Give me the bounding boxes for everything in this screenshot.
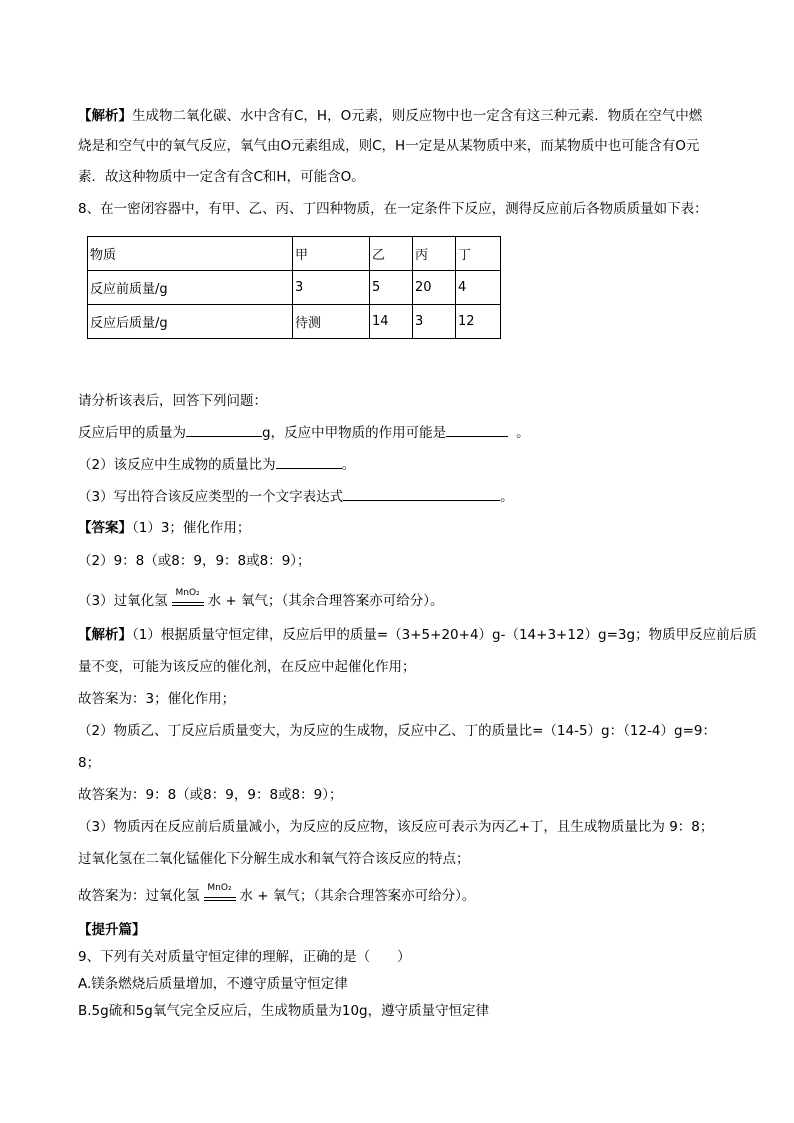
analysis-paragraph-line1 <box>78 104 702 124</box>
table-cell: 反应后质量/g <box>88 305 293 339</box>
table-cell: 14 <box>370 305 413 339</box>
sub1-text-c: 。 <box>516 425 530 441</box>
table-cell: 物质 <box>88 237 293 271</box>
analysis2-text: （1）根据质量守恒定律，反应后甲的质量=（3+5+20+4）g-（14+3+12）g=3g；物质甲反应前后质 <box>132 627 757 643</box>
analysis2-line9-text-b: 水 + 氧气；（其余合理答案亦可给分）。 <box>239 888 476 904</box>
table-cell: 乙 <box>370 237 413 271</box>
question-prompt: 请分析该表后，回答下列问题： <box>78 393 267 409</box>
catalyst-arrow <box>204 883 236 904</box>
analysis-paragraph-line3: 素．故这种物质中一定含有含C和H，可能含O。 <box>78 169 365 185</box>
sub3-text-b: 。 <box>500 489 514 505</box>
analysis2-line7: （3）物质丙在反应前后质量减小，为反应的反应物，该反应可表示为丙乙+丁，且生成物质量比为 9：8； <box>78 819 714 835</box>
question-9-stem: 9、下列有关对质量守恒定律的理解，正确的是（ ） <box>78 949 411 965</box>
table-cell: 待测 <box>293 305 370 339</box>
table-cell: 5 <box>370 271 413 305</box>
analysis-tag: 【解析】 <box>78 627 132 643</box>
answer-blank <box>276 454 342 469</box>
sub-question-3 <box>78 485 514 505</box>
answer-tag: 【答案】 <box>78 520 132 536</box>
sub2-text-b: 。 <box>341 457 356 473</box>
table-header-row <box>88 237 501 271</box>
analysis-tag: 【解析】 <box>78 108 132 124</box>
sub1-text-a: 反应后甲的质量为 <box>78 425 186 441</box>
sub-question-2 <box>78 453 355 473</box>
analysis2-line5: 8； <box>78 755 101 771</box>
table-row <box>88 305 501 339</box>
analysis-paragraph-line2: 烧是和空气中的氧气反应，氧气由O元素组成，则C，H一定是从某物质中来，而某物质中也可能含有O元 <box>78 138 700 154</box>
analysis2-line9-text-a: 故答案为：过氧化氢 <box>78 888 200 904</box>
answer-text: （1）3；催化作用； <box>132 520 251 536</box>
table-cell: 3 <box>293 271 370 305</box>
table-cell: 4 <box>456 271 501 305</box>
answer-blank <box>343 486 500 501</box>
analysis2-line9 <box>78 884 475 904</box>
analysis2-line8: 过氧化氢在二氧化锰催化下分解生成水和氧气符合该反应的特点； <box>78 851 470 867</box>
table-cell: 甲 <box>293 237 370 271</box>
analysis2-line4: （2）物质乙、丁反应后质量变大，为反应的生成物，反应中乙、丁的质量比=（14-5）g：（12-4）g=9： <box>78 723 716 739</box>
answer-blank <box>446 422 508 437</box>
option-b: B.5g硫和5g氧气完全反应后，生成物质量为10g，遵守质量守恒定律 <box>78 1003 490 1019</box>
mass-table <box>87 236 501 339</box>
answer-line-1 <box>78 516 250 536</box>
answer-line-3 <box>78 589 444 609</box>
sub3-text-a: （3）写出符合该反应类型的一个文字表达式 <box>78 489 344 505</box>
answer-3-text-b: 水 + 氧气；（其余合理答案亦可给分）。 <box>207 593 444 609</box>
table-cell: 反应前质量/g <box>88 271 293 305</box>
answer-line-2: （2）9：8（或8：9，9：8或8：9）； <box>78 553 311 569</box>
analysis2-line2: 量不变，可能为该反应的催化剂，在反应中起催化作用； <box>78 659 416 675</box>
sub-question-1 <box>78 421 530 441</box>
analysis2-line3: 故答案为：3；催化作用； <box>78 691 236 707</box>
analysis-text: 生成物二氧化碳、水中含有C，H，O元素，则反应物中也一定含有这三种元素．物质在空气中燃 <box>132 108 703 124</box>
analysis2-line6: 故答案为：9：8（或8：9，9：8或8：9）； <box>78 787 343 803</box>
table-cell: 3 <box>413 305 456 339</box>
catalyst-label: MnO₂ <box>207 883 232 893</box>
table-cell: 丙 <box>413 237 456 271</box>
table-cell: 20 <box>413 271 456 305</box>
option-a: A.镁条燃烧后质量增加，不遵守质量守恒定律 <box>78 976 348 992</box>
table-cell: 12 <box>456 305 501 339</box>
table-cell: 丁 <box>456 237 501 271</box>
sub2-text-a: （2）该反应中生成物的质量比为 <box>78 457 276 473</box>
analysis2-line1 <box>78 623 757 643</box>
catalyst-arrow <box>172 588 204 609</box>
answer-3-text-a: （3）过氧化氢 <box>78 593 168 609</box>
answer-blank <box>186 422 262 437</box>
catalyst-label: MnO₂ <box>175 588 200 598</box>
sub1-text-b: g，反应中甲物质的作用可能是 <box>262 425 447 441</box>
section-heading: 【提升篇】 <box>78 922 146 938</box>
question-8-stem: 8、在一密闭容器中，有甲、乙、丙、丁四种物质，在一定条件下反应，测得反应前后各物质质量如下表： <box>78 201 708 217</box>
table-row <box>88 271 501 305</box>
